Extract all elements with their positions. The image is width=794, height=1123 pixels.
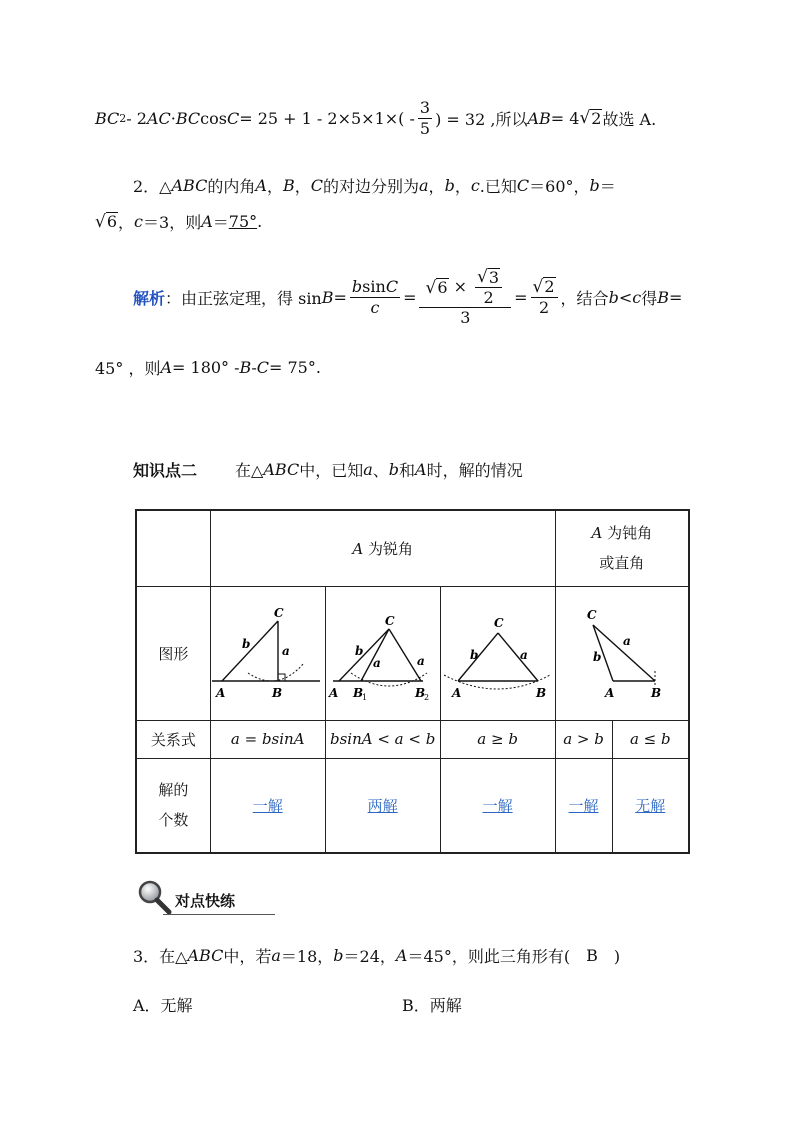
answer: 一解 — [482, 796, 513, 815]
text: 中，已知 — [299, 461, 364, 480]
text: = — [514, 287, 528, 307]
text: b — [608, 287, 619, 307]
text: b — [388, 460, 400, 479]
relation-5: a ≤ b — [612, 720, 689, 758]
text: 中，若 — [223, 947, 272, 966]
label-a: a — [372, 656, 381, 670]
knowledge-point-heading — [133, 458, 523, 481]
arc — [248, 663, 304, 681]
label-b: b — [469, 648, 478, 662]
text: b — [444, 176, 455, 195]
text: b — [351, 276, 363, 296]
text: ＝ — [599, 177, 616, 196]
text: sin — [362, 276, 386, 296]
option-a — [133, 993, 193, 1016]
solution-cases-table — [135, 509, 690, 854]
solution-line-1 — [95, 98, 656, 138]
sqrt — [477, 268, 500, 287]
text: BC — [175, 108, 201, 128]
option-b — [402, 993, 462, 1016]
text: ：由正弦定理，得 sin — [165, 288, 322, 308]
radicand: 6 — [437, 277, 448, 297]
triangle-figure-a-ge-b — [442, 603, 554, 703]
radicand: 3 — [488, 267, 500, 287]
text: = 4 — [550, 108, 580, 128]
text: C — [310, 176, 323, 195]
figure-cell-2 — [325, 586, 440, 720]
label-B1-sub: 1 — [361, 693, 367, 702]
text: c — [134, 212, 144, 231]
label-B2-sub: 2 — [423, 693, 429, 702]
text: A — [591, 524, 603, 543]
text: AB — [527, 108, 551, 128]
relation-3: a ≥ b — [440, 720, 555, 758]
figure-cell-3 — [440, 586, 555, 720]
text: - 2 — [126, 108, 147, 128]
row-label-relation: 关系式 — [136, 720, 210, 758]
radicand: 6 — [106, 212, 118, 232]
numerator — [475, 268, 502, 289]
radicand: 2 — [544, 277, 555, 297]
radical-sign: √ — [95, 211, 106, 232]
side-a — [498, 633, 538, 681]
label-B2: B — [414, 686, 425, 700]
text: ， — [454, 177, 471, 196]
relation-2: bsinA < a < b — [325, 720, 440, 758]
answer: 75° — [228, 212, 258, 231]
count-3 — [440, 758, 555, 853]
text: 个数 — [158, 811, 189, 830]
count-1 — [210, 758, 325, 853]
label-a: a — [281, 644, 290, 658]
label-B: B — [271, 686, 282, 700]
text: A — [160, 358, 173, 377]
text: C — [226, 108, 240, 128]
text: A — [415, 460, 427, 479]
label-b: b — [592, 650, 602, 664]
text: C — [385, 276, 399, 296]
denominator: c — [370, 297, 380, 317]
text: B — [657, 287, 669, 307]
header-acute — [210, 510, 555, 586]
text: - — [251, 358, 257, 377]
text: ) = 32 ,所以 — [435, 109, 528, 129]
text: ＝24， — [343, 947, 396, 966]
solution-line — [133, 256, 682, 338]
label-a: a — [519, 648, 528, 662]
sqrt — [425, 278, 448, 297]
side-b — [339, 629, 389, 681]
text: = — [333, 287, 347, 307]
arc — [351, 673, 427, 686]
text: 的内角 — [207, 177, 256, 196]
text: × — [448, 277, 473, 297]
text: 45° ，则 — [95, 359, 161, 378]
magnifier-icon — [135, 878, 175, 918]
solution-label: 解析 — [133, 288, 166, 308]
text: ABC — [187, 946, 224, 965]
relation-1: a = bsinA — [210, 720, 325, 758]
answer: 两解 — [367, 796, 398, 815]
text: b — [589, 176, 600, 195]
numerator — [350, 278, 400, 298]
divider — [163, 914, 275, 915]
side-a1 — [361, 629, 389, 681]
sqrt — [579, 109, 602, 128]
text: 解的 — [158, 781, 189, 800]
denominator: 3 — [460, 307, 471, 327]
label-B1: B — [352, 686, 363, 700]
text: ，结合 — [560, 288, 609, 308]
text: ABC — [263, 460, 300, 479]
text: A — [352, 539, 364, 558]
sqrt — [533, 277, 556, 296]
text: ABC — [171, 176, 208, 195]
fraction — [531, 277, 558, 316]
label-A: A — [451, 686, 461, 700]
text: .已知 — [479, 177, 517, 196]
text: B — [282, 176, 295, 195]
label-C: C — [586, 608, 597, 622]
text: ＝18， — [280, 947, 334, 966]
header-empty-cell — [136, 510, 210, 586]
count-2 — [325, 758, 440, 853]
text: ， — [294, 177, 311, 196]
text: ＝45°，则此三角形有( — [407, 947, 587, 966]
row-label-figure: 图形 — [136, 586, 210, 720]
label-B: B — [535, 686, 546, 700]
text: = 75°. — [268, 358, 321, 377]
text: B — [321, 287, 334, 307]
answer: 一解 — [568, 796, 599, 815]
label-C: C — [273, 606, 284, 620]
numerator — [531, 277, 558, 298]
text: C — [256, 358, 269, 377]
text: ) — [597, 947, 621, 966]
label-A: A — [215, 686, 226, 700]
question-2-line-1 — [133, 174, 616, 197]
text: BC — [95, 108, 120, 128]
figure-cell-4 — [555, 586, 689, 720]
question-2-line-2 — [95, 210, 262, 233]
fraction — [419, 268, 511, 327]
text: A．无解 — [133, 996, 193, 1015]
numerator — [419, 268, 511, 308]
text: A — [255, 176, 267, 195]
header-obtuse — [555, 510, 689, 586]
text: 得 — [641, 288, 658, 308]
text: 或直角 — [599, 554, 645, 573]
denominator: 2 — [483, 288, 494, 308]
text: ＝ — [212, 213, 229, 232]
text: c — [632, 287, 642, 307]
text: A — [201, 212, 213, 231]
figure-cell-1 — [210, 586, 325, 720]
text: 2．△ — [133, 177, 172, 196]
text: = — [668, 287, 683, 307]
question-3 — [133, 944, 620, 967]
fraction — [475, 268, 502, 307]
text: = 180° - — [172, 358, 240, 377]
text: a — [419, 176, 429, 195]
denominator: 2 — [538, 298, 550, 317]
label-B: B — [650, 686, 661, 700]
relation-4: a > b — [555, 720, 612, 758]
section-title: 知识点二 — [133, 461, 198, 480]
label-b: b — [354, 644, 364, 658]
numerator: 3 — [419, 97, 431, 117]
text: 3．在△ — [133, 947, 188, 966]
text: 故选 A. — [602, 109, 657, 129]
text: ， — [266, 177, 283, 196]
label-C: C — [384, 614, 395, 628]
text: ＝60°， — [529, 177, 590, 196]
label-A: A — [328, 686, 338, 700]
text: AC — [146, 108, 171, 128]
label-A: A — [604, 686, 615, 700]
label-b: b — [241, 637, 251, 651]
text: C — [516, 176, 530, 195]
text: ， — [118, 213, 135, 232]
radical-sign: √ — [477, 267, 488, 288]
text: · — [170, 108, 176, 128]
count-4 — [555, 758, 612, 853]
count-5 — [612, 758, 689, 853]
text: ， — [428, 177, 445, 196]
text: = 25 + 1 - 2×5×1×( - — [239, 108, 415, 128]
text: A — [395, 946, 408, 965]
fraction — [418, 99, 432, 137]
text: cos — [200, 108, 227, 128]
answer: B — [586, 946, 598, 965]
text: 在△ — [235, 461, 264, 480]
radical-sign: √ — [579, 108, 591, 129]
text: . — [257, 212, 263, 231]
sqrt — [95, 212, 118, 231]
label-a: a — [622, 634, 631, 648]
text: B — [239, 358, 252, 377]
text: 时，解的情况 — [426, 461, 523, 480]
solution-line-2 — [95, 356, 321, 379]
text: b — [333, 946, 344, 965]
practice-title: 对点快练 — [175, 892, 236, 910]
side-b — [222, 621, 278, 681]
text: c — [470, 176, 480, 195]
text: 和 — [399, 461, 416, 480]
text: a — [271, 946, 281, 965]
practice-header — [135, 878, 275, 918]
fraction — [350, 278, 400, 316]
triangle-figure-obtuse — [557, 603, 687, 703]
radicand: 2 — [591, 108, 602, 128]
radical-sign: √ — [425, 277, 437, 298]
radical-sign: √ — [532, 277, 544, 297]
text: B．两解 — [402, 996, 462, 1015]
denominator: 5 — [419, 118, 431, 138]
text: ＝3，则 — [143, 213, 202, 232]
triangle-figure-right — [212, 603, 324, 703]
answer: 一解 — [252, 796, 283, 815]
text: 为钝角 — [602, 524, 653, 543]
label-a: a — [416, 654, 425, 668]
text: 的对边分别为 — [322, 177, 419, 196]
text: 为锐角 — [363, 539, 413, 558]
text: 、 — [372, 461, 389, 480]
superscript: 2 — [119, 111, 127, 125]
answer: 无解 — [635, 796, 666, 815]
label-C: C — [493, 616, 504, 630]
text: < — [618, 287, 633, 307]
row-label-count — [136, 758, 210, 853]
text: = — [403, 287, 417, 307]
triangle-figure-two-solutions — [327, 603, 439, 703]
text: a — [363, 460, 373, 479]
